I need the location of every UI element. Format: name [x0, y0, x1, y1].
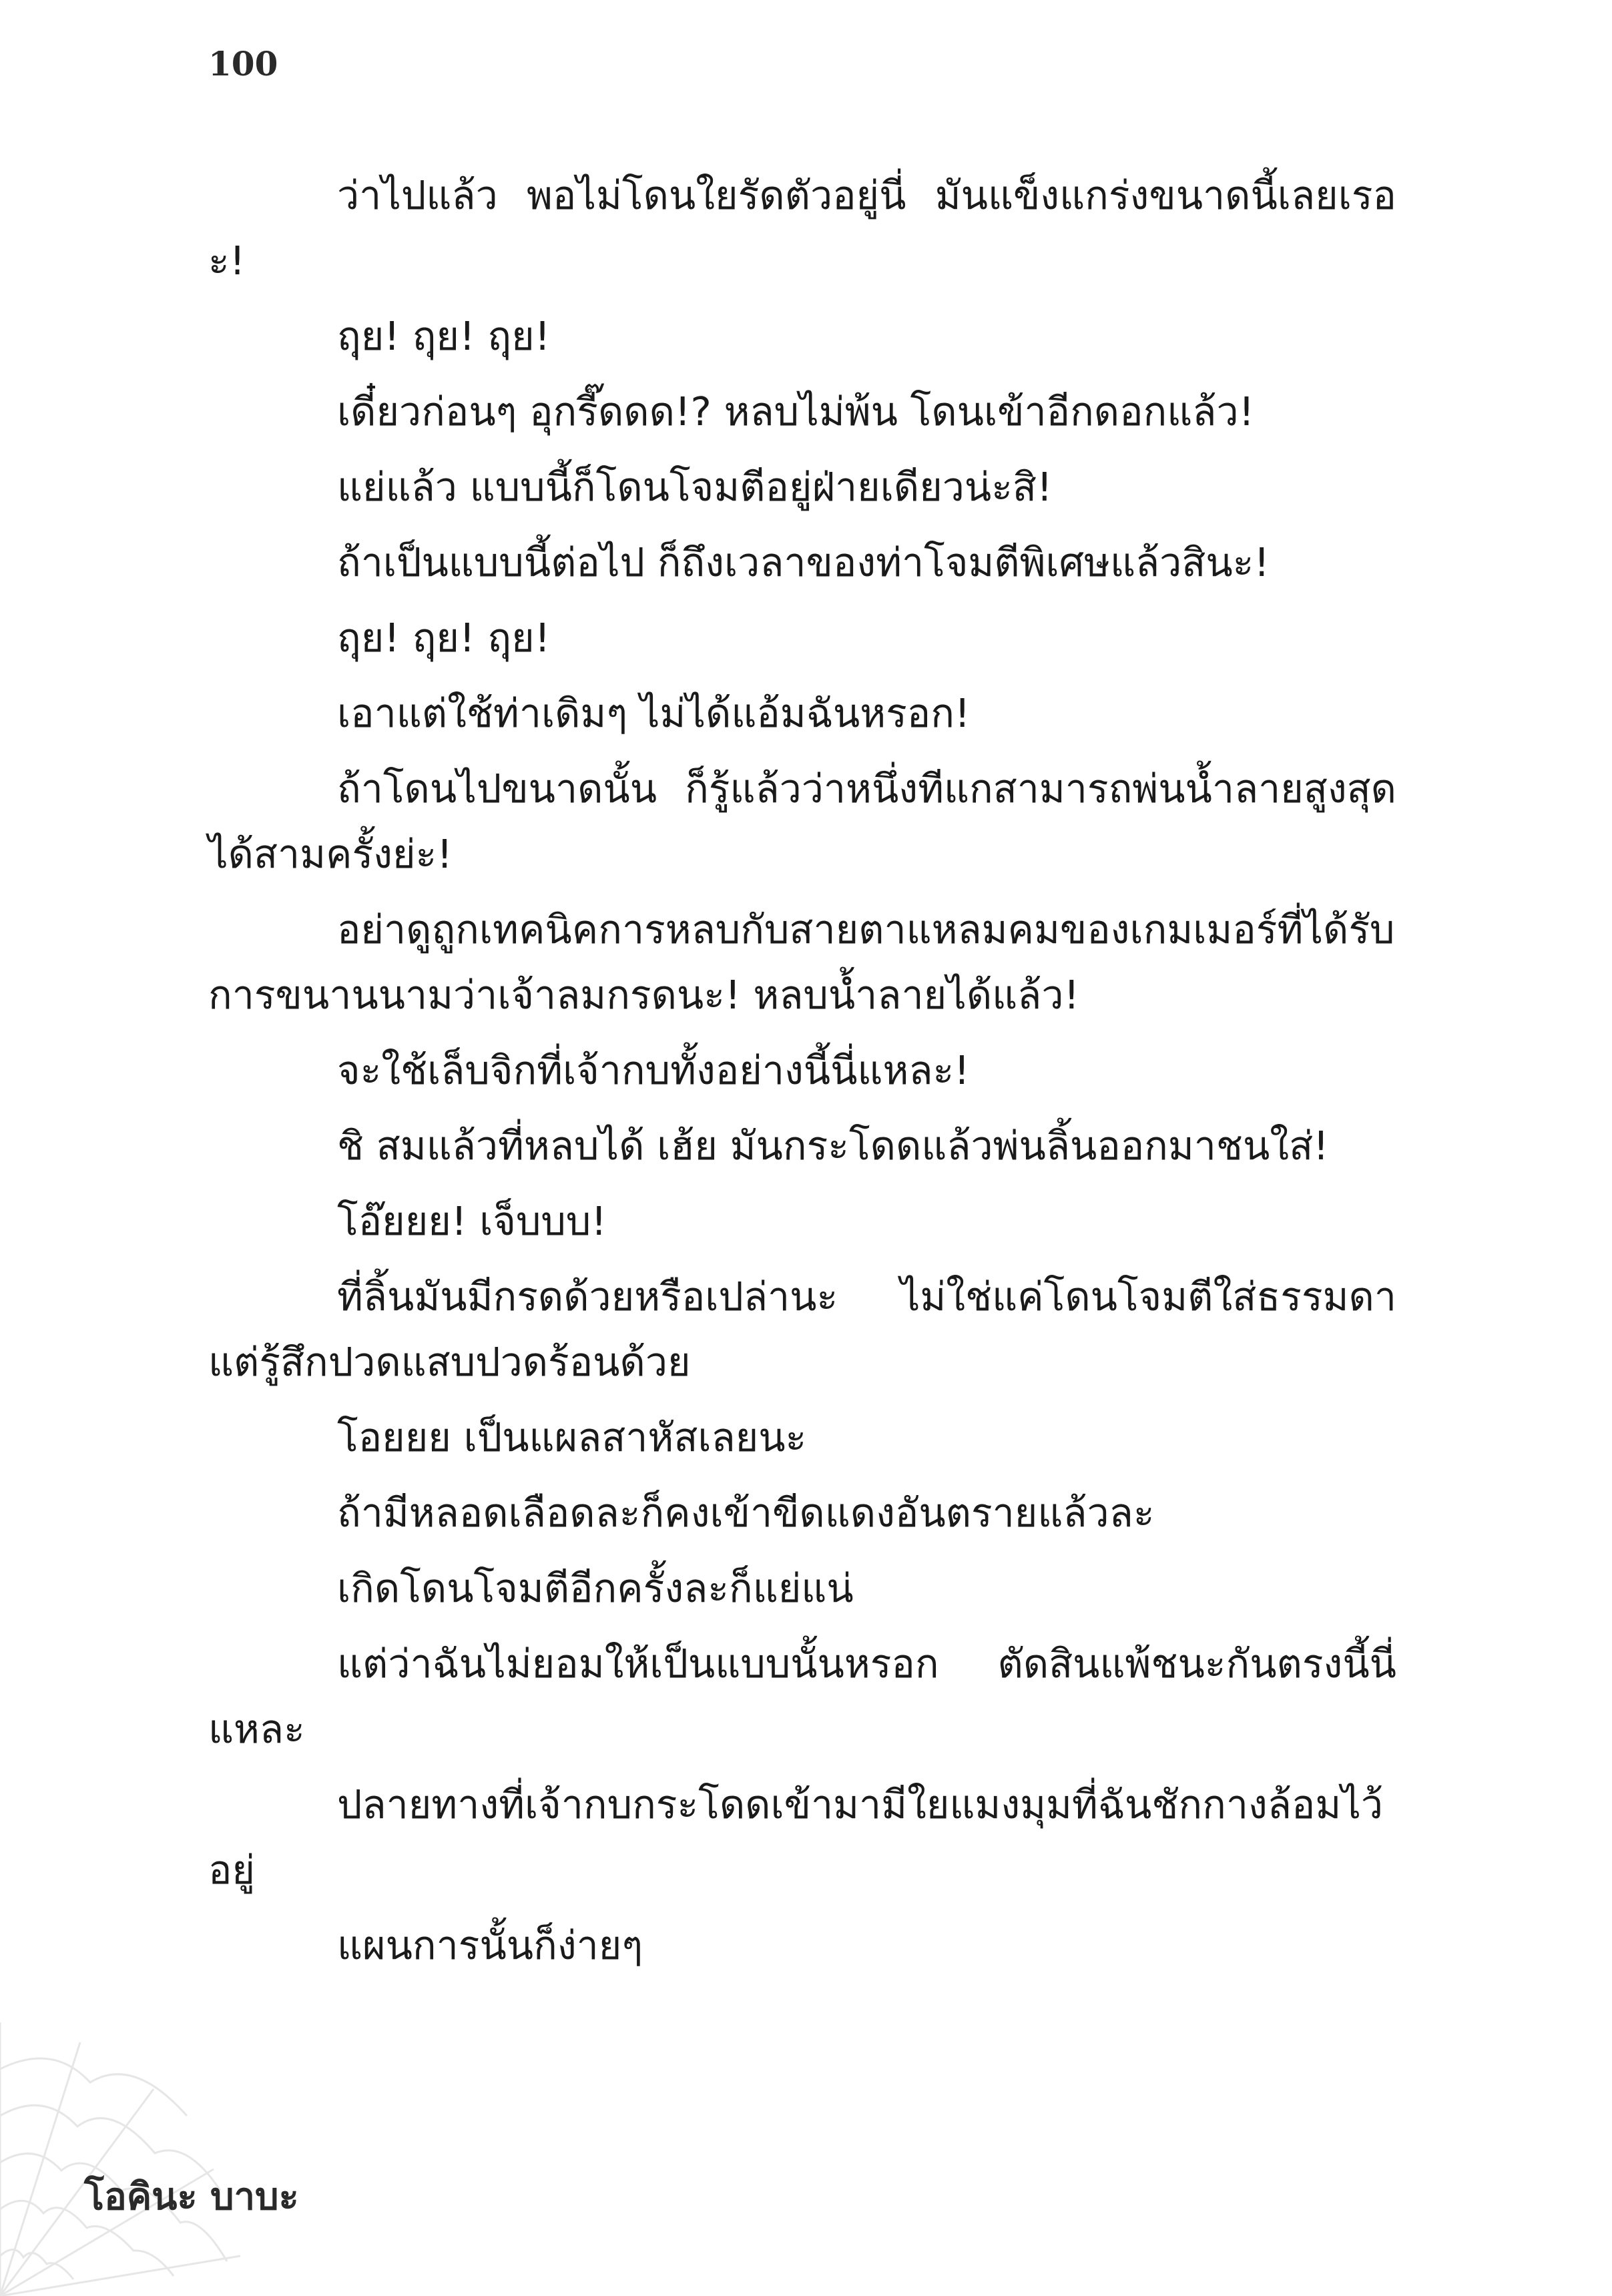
paragraph: จะใช้เล็บจิกที่เจ้ากบทั้งอย่างนี้นี่แหละ! [337, 1047, 970, 1093]
paragraph: เกิดโดนโจมตีอีกครั้งละก็แย่แน่ [337, 1565, 854, 1611]
paragraph: เดี๋ยวก่อนๆ อุกรี๊ดดด!? หลบไม่พ้น โดนเข้าอีกดอกแล้ว! [337, 388, 1255, 435]
paragraph: โอ๊ยยย! เจ็บบบ! [337, 1198, 607, 1244]
page-number: 100 [208, 44, 278, 83]
spider-web-icon [0, 2016, 240, 2296]
paragraph: เอาแต่ใช้ท่าเดิมๆ ไม่ได้แอ้มฉันหรอก! [337, 690, 971, 736]
paragraph: ปลายทางที่เจ้ากบกระโดดเข้ามามีใยแมงมุมที่ฉันชักกางล้อมไว้อยู่ [208, 1781, 1384, 1893]
paragraph: ว่าไปแล้ว พอไม่โดนใยรัดตัวอยู่นี่ มันแข็งแกร่งขนาดนี้เลยเรอะ! [208, 172, 1396, 284]
paragraph: โอยยย เป็นแผลสาหัสเลยนะ [337, 1414, 807, 1460]
paragraph: แผนการนั้นก็ง่ายๆ [337, 1922, 643, 1968]
body-text [208, 163, 1396, 1988]
paragraph: ฤุย! ฤุย! ฤุย! [337, 615, 551, 661]
paragraph: ที่ลิ้นมันมีกรดด้วยหรือเปล่านะ ไม่ใช่แค่โดนโจมตีใส่ธรรมดาแต่รู้สึกปวดแสบปวดร้อนด้วย [208, 1273, 1396, 1385]
paragraph: ฤุย! ฤุย! ฤุย! [337, 313, 551, 359]
author-footer: โอคินะ บาบะ [84, 2175, 299, 2219]
paragraph: ชิ สมแล้วที่หลบได้ เฮ้ย มันกระโดดแล้วพ่นลิ้นออกมาชนใส่! [337, 1123, 1329, 1169]
paragraph: ถ้าโดนไปขนาดนั้น ก็รู้แล้วว่าหนึ่งทีแกสามารถพ่นน้ำลายสูงสุดได้สามครั้งย่ะ! [208, 766, 1396, 877]
paragraph: แย่แล้ว แบบนี้ก็โดนโจมตีอยู่ฝ่ายเดียวน่ะสิ! [337, 464, 1053, 510]
paragraph: แต่ว่าฉันไม่ยอมให้เป็นแบบนั้นหรอก ตัดสินแพ้ชนะกันตรงนี้นี่แหละ [208, 1641, 1396, 1752]
paragraph: ถ้ามีหลอดเลือดละก็คงเข้าขีดแดงอันตรายแล้วละ [337, 1490, 1155, 1536]
paragraph: อย่าดูถูกเทคนิคการหลบกับสายตาแหลมคมของเกมเมอร์ที่ได้รับการขนานนามว่าเจ้าลมกรดนะ! หลบน้ำลายได้แล้ว! [208, 906, 1395, 1018]
paragraph: ถ้าเป็นแบบนี้ต่อไป ก็ถึงเวลาของท่าโจมตีพิเศษแล้วสินะ! [337, 539, 1270, 585]
